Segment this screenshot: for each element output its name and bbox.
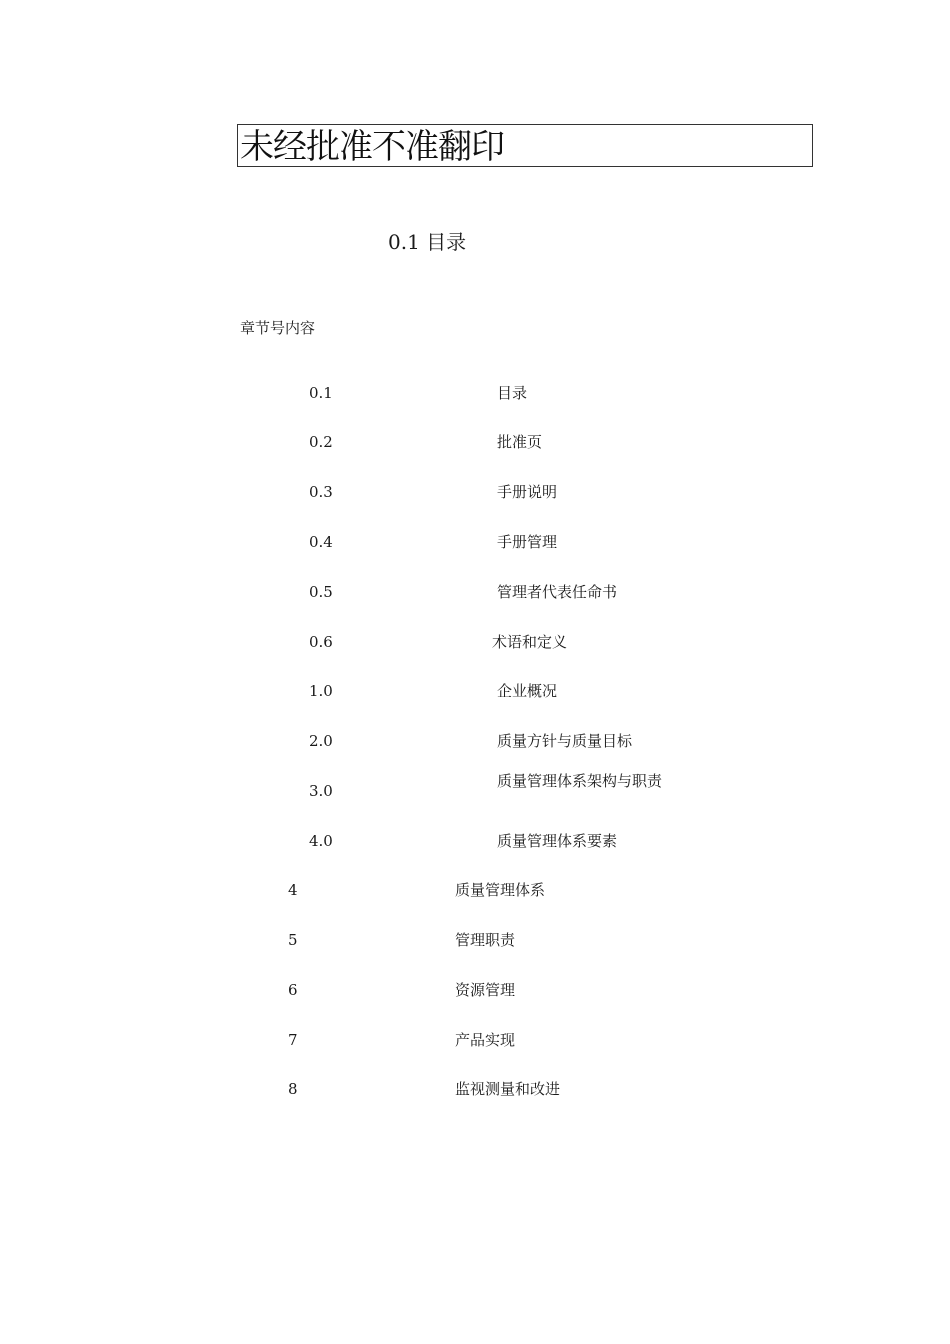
toc-entry-title: 企业概况 — [497, 682, 558, 700]
toc-entry — [0, 772, 950, 812]
toc-entry-number: 1.0 — [309, 682, 333, 700]
toc-entry-title: 手册说明 — [497, 483, 558, 501]
toc-entry-number: 2.0 — [309, 732, 333, 750]
toc-entry-number: 0.2 — [309, 433, 333, 451]
toc-entry — [0, 832, 950, 872]
toc-entry-title: 质量管理体系要素 — [497, 832, 618, 850]
toc-entry-number: 4 — [288, 881, 298, 899]
toc-entry-number: 0.5 — [309, 583, 333, 601]
toc-column-header: 章节号内容 — [240, 319, 316, 337]
toc-entry — [0, 1031, 950, 1071]
toc-entry-number: 3.0 — [309, 782, 333, 800]
toc-entry — [0, 483, 950, 523]
toc-entry-title: 目录 — [497, 384, 528, 402]
toc-entry-number: 8 — [288, 1080, 298, 1098]
toc-entry-title: 手册管理 — [497, 533, 558, 551]
toc-entry-title: 质量管理体系 — [455, 881, 546, 899]
toc-entry-number: 0.1 — [309, 384, 333, 402]
toc-entry — [0, 1080, 950, 1120]
toc-entry — [0, 633, 950, 673]
toc-entry — [0, 682, 950, 722]
toc-entry-title: 监视测量和改进 — [455, 1080, 561, 1098]
toc-entry — [0, 384, 950, 424]
toc-entry-number: 7 — [288, 1031, 298, 1049]
toc-entry — [0, 732, 950, 772]
toc-entry-number: 0.4 — [309, 533, 333, 551]
toc-entry-title: 管理职责 — [455, 931, 516, 949]
toc-entry-number: 4.0 — [309, 832, 333, 850]
toc-entry-title: 管理者代表任命书 — [497, 583, 618, 601]
toc-entry-title: 质量管理体系架构与职责 — [497, 772, 663, 790]
toc-entry-number: 6 — [288, 981, 298, 999]
toc-entry — [0, 981, 950, 1021]
toc-entry — [0, 583, 950, 623]
toc-entry-title: 产品实现 — [455, 1031, 516, 1049]
toc-entry-number: 0.6 — [309, 633, 333, 651]
toc-title: 0.1 目录 — [388, 230, 467, 254]
toc-entry-number: 5 — [288, 931, 298, 949]
toc-entry — [0, 533, 950, 573]
toc-entry — [0, 931, 950, 971]
toc-entry-number: 0.3 — [309, 483, 333, 501]
toc-entry — [0, 881, 950, 921]
toc-entry-title: 资源管理 — [455, 981, 516, 999]
toc-entry-title: 质量方针与质量目标 — [497, 732, 633, 750]
toc-entry-title: 批准页 — [497, 433, 543, 451]
toc-entry — [0, 433, 950, 473]
toc-entry-title: 术语和定义 — [492, 633, 568, 651]
banner-text: 未经批准不准翻印 — [240, 127, 504, 167]
